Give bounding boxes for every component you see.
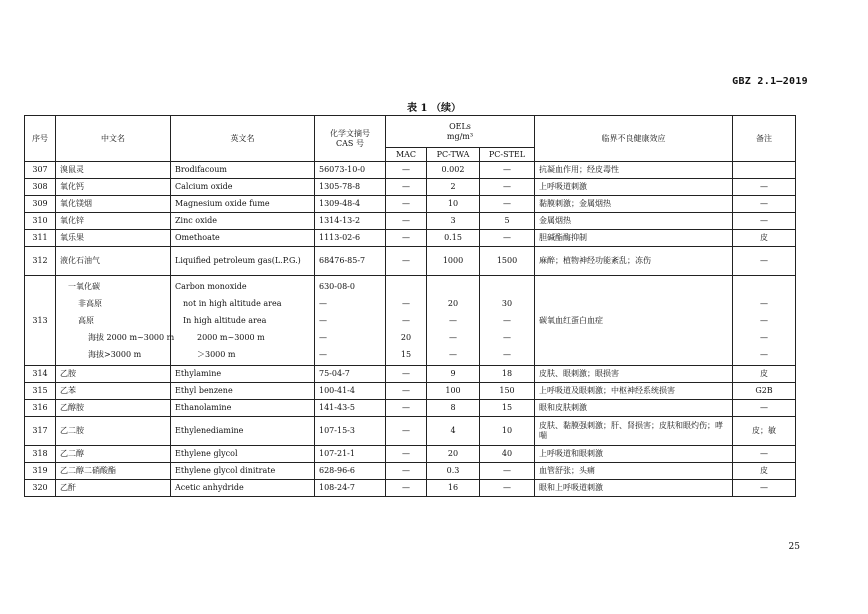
cell-cas: 68476-85-7 (315, 247, 386, 276)
cell-mac: — (386, 446, 427, 463)
cell-note-block (733, 276, 796, 366)
cell-effect: 眼和皮肤刺激 (535, 400, 733, 417)
cell-no: 314 (25, 366, 56, 383)
cell-twa: 8 (427, 400, 480, 417)
table-row (25, 446, 796, 463)
cell-twa: 3 (427, 213, 480, 230)
twa-line: 20 (447, 299, 459, 308)
cell-twa: 4 (427, 417, 480, 446)
cell-effect: 黏膜刺激；金属烟热 (535, 196, 733, 213)
cell-mac: — (386, 179, 427, 196)
cell-effect: 上呼吸道刺激 (535, 179, 733, 196)
cell-en: Zinc oxide (171, 213, 315, 230)
cas-line: — (319, 299, 327, 308)
cas-line: — (319, 350, 327, 359)
cell-stel: 150 (480, 383, 535, 400)
table-row (25, 463, 796, 480)
header-cas-line2: CAS 号 (336, 138, 364, 148)
cell-en: Ethylamine (171, 366, 315, 383)
cell-twa: 10 (427, 196, 480, 213)
table-row-co (25, 276, 796, 366)
cn-line: 非高原 (78, 299, 102, 308)
table-row (25, 247, 796, 276)
cell-note: 皮 (733, 366, 796, 383)
cell-note: — (733, 400, 796, 417)
standard-code: GBZ 2.1—2019 (732, 76, 808, 87)
cell-note: G2B (733, 383, 796, 400)
header-cn-name: 中文名 (56, 116, 171, 162)
header-pc-twa: PC-TWA (427, 148, 480, 162)
header-mac: MAC (386, 148, 427, 162)
cell-cn: 氧化锌 (56, 213, 171, 230)
cell-cn: 乙二胺 (56, 417, 171, 446)
cell-no: 307 (25, 162, 56, 179)
cell-stel: 1500 (480, 247, 535, 276)
cell-cn: 乙胺 (56, 366, 171, 383)
cell-en: Magnesium oxide fume (171, 196, 315, 213)
twa-line: — (449, 333, 457, 342)
cell-cas: 141-43-5 (315, 400, 386, 417)
mac-line: — (402, 299, 410, 308)
cell-twa-block (427, 276, 480, 366)
twa-line: — (449, 316, 457, 325)
cell-twa: 16 (427, 480, 480, 497)
cell-cas: 1113-02-6 (315, 230, 386, 247)
cell-en: Omethoate (171, 230, 315, 247)
cell-no: 317 (25, 417, 56, 446)
cell-mac: — (386, 383, 427, 400)
table-row (25, 400, 796, 417)
cell-no: 312 (25, 247, 56, 276)
cas-line: 630-08-0 (319, 282, 355, 291)
cell-no: 310 (25, 213, 56, 230)
cell-note: — (733, 446, 796, 463)
table-row (25, 366, 796, 383)
stel-line: — (503, 316, 511, 325)
cell-note (733, 162, 796, 179)
cell-note: — (733, 213, 796, 230)
cell-cn: 氧乐果 (56, 230, 171, 247)
cn-line: 海拔 2000 m~3000 m (88, 333, 175, 342)
cell-twa: 0.002 (427, 162, 480, 179)
header-en-name: 英文名 (171, 116, 315, 162)
cell-stel: 10 (480, 417, 535, 446)
cell-mac: — (386, 366, 427, 383)
cell-mac: — (386, 463, 427, 480)
cell-mac: — (386, 480, 427, 497)
cell-stel-block (480, 276, 535, 366)
en-line: ＞3000 m (197, 350, 236, 359)
mac-line: — (402, 316, 410, 325)
header-no: 序号 (25, 116, 56, 162)
stel-line: — (503, 350, 511, 359)
cell-no: 313 (25, 276, 56, 366)
cell-stel: — (480, 480, 535, 497)
twa-line (431, 278, 475, 295)
header-pc-stel: PC-STEL (480, 148, 535, 162)
cell-note: — (733, 196, 796, 213)
cell-stel: — (480, 162, 535, 179)
cell-en: Brodifacoum (171, 162, 315, 179)
cn-line: 高原 (78, 316, 94, 325)
cell-cas: 107-15-3 (315, 417, 386, 446)
cell-twa: 9 (427, 366, 480, 383)
cell-effect: 血管舒张；头痛 (535, 463, 733, 480)
cell-twa: 0.3 (427, 463, 480, 480)
twa-line: — (449, 350, 457, 359)
cell-no: 308 (25, 179, 56, 196)
cell-cas: 75-04-7 (315, 366, 386, 383)
page-number: 25 (788, 542, 800, 552)
table-row (25, 196, 796, 213)
cell-effect: 皮肤、眼刺激；眼损害 (535, 366, 733, 383)
cell-twa: 100 (427, 383, 480, 400)
cell-cas: 108-24-7 (315, 480, 386, 497)
cell-note: — (733, 480, 796, 497)
cell-en: Acetic anhydride (171, 480, 315, 497)
cn-line: 海拔>3000 m (88, 350, 142, 359)
cell-stel: 40 (480, 446, 535, 463)
cell-twa: 0.15 (427, 230, 480, 247)
cell-en: Ethanolamine (171, 400, 315, 417)
cell-mac-block (386, 276, 427, 366)
cell-en: Ethylene glycol (171, 446, 315, 463)
cell-effect: 抗凝血作用；经皮毒性 (535, 162, 733, 179)
note-line: — (760, 333, 768, 342)
cas-line: — (319, 333, 327, 342)
cell-no: 315 (25, 383, 56, 400)
table-row (25, 383, 796, 400)
table-row (25, 230, 796, 247)
cell-no: 311 (25, 230, 56, 247)
header-oels-unit: mg/m³ (446, 131, 474, 141)
cell-note: — (733, 247, 796, 276)
table-row (25, 480, 796, 497)
cell-note: 皮 (733, 463, 796, 480)
cell-stel: 15 (480, 400, 535, 417)
cell-cn: 氧化镁烟 (56, 196, 171, 213)
cell-cn: 乙二醇 (56, 446, 171, 463)
table-row (25, 162, 796, 179)
cell-no: 319 (25, 463, 56, 480)
cell-cn: 乙醇胺 (56, 400, 171, 417)
cell-mac: — (386, 400, 427, 417)
table-caption: 表 1 （续） (407, 103, 461, 114)
stel-line (484, 278, 530, 295)
cell-note: 皮；敏 (733, 417, 796, 446)
cell-stel: 5 (480, 213, 535, 230)
cell-cn: 氧化钙 (56, 179, 171, 196)
cell-cn-block (56, 276, 175, 366)
cell-en-block (171, 276, 315, 366)
en-line: not in high altitude area (183, 299, 282, 308)
cell-cn: 乙二醇二硝酸酯 (56, 463, 171, 480)
cell-effect: 上呼吸道和眼刺激 (535, 446, 733, 463)
cn-line: 一氧化碳 (68, 282, 100, 291)
header-oels (386, 116, 535, 148)
cell-cn: 溴鼠灵 (56, 162, 171, 179)
mac-line: 15 (400, 350, 412, 359)
en-line: Carbon monoxide (175, 282, 247, 291)
cell-en: Ethylene glycol dinitrate (171, 463, 315, 480)
cell-mac: — (386, 247, 427, 276)
cell-effect: 碳氧血红蛋白血症 (535, 276, 733, 366)
cell-cas: 100-41-4 (315, 383, 386, 400)
cell-no: 318 (25, 446, 56, 463)
header-oels-line1: OELs (449, 121, 471, 131)
note-line: — (760, 350, 768, 359)
cell-cas: 1309-48-4 (315, 196, 386, 213)
cell-stel: — (480, 463, 535, 480)
cell-effect: 皮肤、黏膜强刺激；肝、肾损害；皮肤和眼灼伤；哮喘 (535, 417, 733, 446)
cell-en: Liquified petroleum gas(L.P.G.) (171, 247, 315, 276)
table-row (25, 213, 796, 230)
cell-mac: — (386, 162, 427, 179)
cell-cas: 1314-13-2 (315, 213, 386, 230)
cell-mac: — (386, 417, 427, 446)
cell-mac: — (386, 196, 427, 213)
cell-mac: — (386, 213, 427, 230)
cell-stel: 18 (480, 366, 535, 383)
header-notes: 备注 (733, 116, 796, 162)
cell-cn: 乙苯 (56, 383, 171, 400)
cell-cas-block (315, 276, 386, 366)
cell-mac: — (386, 230, 427, 247)
cell-no: 309 (25, 196, 56, 213)
cas-line: — (319, 316, 327, 325)
cell-cn: 液化石油气 (56, 247, 171, 276)
cell-note: 皮 (733, 230, 796, 247)
cell-twa: 20 (427, 446, 480, 463)
cell-cas: 1305-78-8 (315, 179, 386, 196)
en-line: 2000 m~3000 m (197, 333, 265, 342)
cell-en: Calcium oxide (171, 179, 315, 196)
note-line: — (760, 299, 768, 308)
mac-line: 20 (400, 333, 412, 342)
cell-twa: 1000 (427, 247, 480, 276)
cell-effect: 胆碱酯酶抑制 (535, 230, 733, 247)
note-line: — (760, 316, 768, 325)
en-line: In high altitude area (183, 316, 267, 325)
cell-stel: — (480, 196, 535, 213)
cell-effect: 金属烟热 (535, 213, 733, 230)
oel-table (24, 115, 796, 497)
cell-effect: 上呼吸道及眼刺激；中枢神经系统损害 (535, 383, 733, 400)
cell-stel: — (480, 179, 535, 196)
stel-line: — (503, 333, 511, 342)
cell-effect: 麻醉；植物神经功能紊乱；冻伤 (535, 247, 733, 276)
cell-note: — (733, 179, 796, 196)
table-row (25, 417, 796, 446)
cell-no: 320 (25, 480, 56, 497)
cell-no: 316 (25, 400, 56, 417)
cell-cas: 628-96-6 (315, 463, 386, 480)
cell-cn: 乙酐 (56, 480, 171, 497)
cell-en: Ethylenediamine (171, 417, 315, 446)
note-line (737, 278, 791, 295)
cell-cas: 56073-10-0 (315, 162, 386, 179)
header-cas (315, 116, 386, 162)
cell-cas: 107-21-1 (315, 446, 386, 463)
mac-line (390, 278, 422, 295)
stel-line: 30 (501, 299, 513, 308)
header-effects: 临界不良健康效应 (535, 116, 733, 162)
header-cas-line1: 化学文摘号 (330, 128, 370, 138)
cell-stel: — (480, 230, 535, 247)
table-row (25, 179, 796, 196)
cell-twa: 2 (427, 179, 480, 196)
cell-en: Ethyl benzene (171, 383, 315, 400)
cell-effect: 眼和上呼吸道刺激 (535, 480, 733, 497)
